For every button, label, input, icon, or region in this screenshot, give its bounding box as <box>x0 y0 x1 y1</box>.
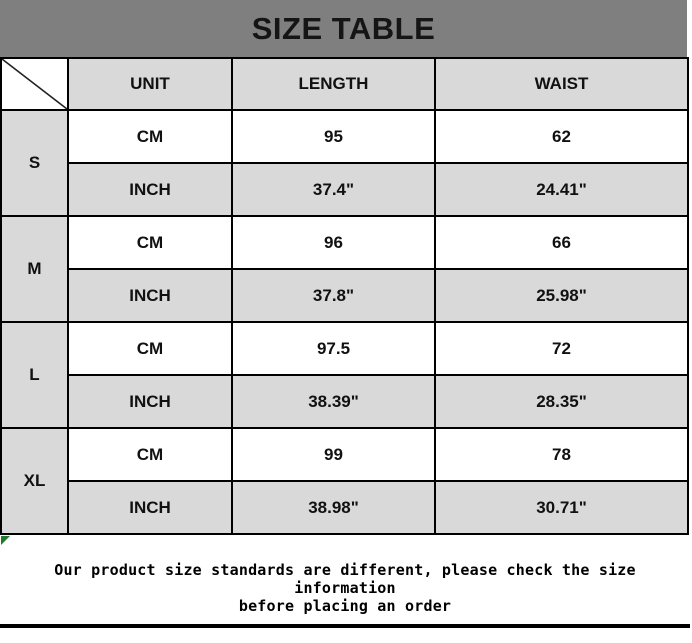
length-cell: 95 <box>232 110 435 163</box>
footer-note <box>0 535 690 628</box>
waist-cell: 25.98" <box>435 269 688 322</box>
diagonal-corner-cell <box>1 58 68 110</box>
length-cell: 96 <box>232 216 435 269</box>
table-row-s-inch <box>1 163 688 216</box>
title-bar <box>0 0 687 57</box>
size-label-l: L <box>1 322 68 428</box>
unit-cell: CM <box>68 428 232 481</box>
waist-cell: 28.35" <box>435 375 688 428</box>
unit-cell: INCH <box>68 269 232 322</box>
unit-cell: INCH <box>68 163 232 216</box>
footer-note-line2: before placing an order <box>238 597 452 615</box>
unit-cell: CM <box>68 322 232 375</box>
size-label-xl: XL <box>1 428 68 534</box>
diagonal-line-icon <box>2 59 67 109</box>
unit-cell: INCH <box>68 375 232 428</box>
unit-cell: CM <box>68 110 232 163</box>
table-row-l-cm <box>1 322 688 375</box>
table-row-m-inch <box>1 269 688 322</box>
waist-cell: 72 <box>435 322 688 375</box>
length-cell: 38.98" <box>232 481 435 534</box>
length-cell: 38.39" <box>232 375 435 428</box>
column-header-waist: WAIST <box>435 58 688 110</box>
column-header-length: LENGTH <box>232 58 435 110</box>
page-title: SIZE TABLE <box>251 10 436 46</box>
unit-cell: CM <box>68 216 232 269</box>
footer-note-line1: Our product size standards are different, please check the size information <box>54 561 636 597</box>
length-cell: 37.8" <box>232 269 435 322</box>
length-cell: 37.4" <box>232 163 435 216</box>
waist-cell: 62 <box>435 110 688 163</box>
length-cell: 99 <box>232 428 435 481</box>
size-label-s: S <box>1 110 68 216</box>
waist-cell: 78 <box>435 428 688 481</box>
table-row-xl-inch <box>1 481 688 534</box>
table-row-l-inch <box>1 375 688 428</box>
size-table <box>0 57 689 535</box>
column-header-unit: UNIT <box>68 58 232 110</box>
size-label-m: M <box>1 216 68 322</box>
waist-cell: 24.41" <box>435 163 688 216</box>
waist-cell: 30.71" <box>435 481 688 534</box>
comment-marker-icon <box>1 536 10 545</box>
waist-cell: 66 <box>435 216 688 269</box>
header-row <box>1 58 688 110</box>
table-row-xl-cm <box>1 428 688 481</box>
unit-cell: INCH <box>68 481 232 534</box>
table-row-m-cm <box>1 216 688 269</box>
table-row-s-cm <box>1 110 688 163</box>
length-cell: 97.5 <box>232 322 435 375</box>
